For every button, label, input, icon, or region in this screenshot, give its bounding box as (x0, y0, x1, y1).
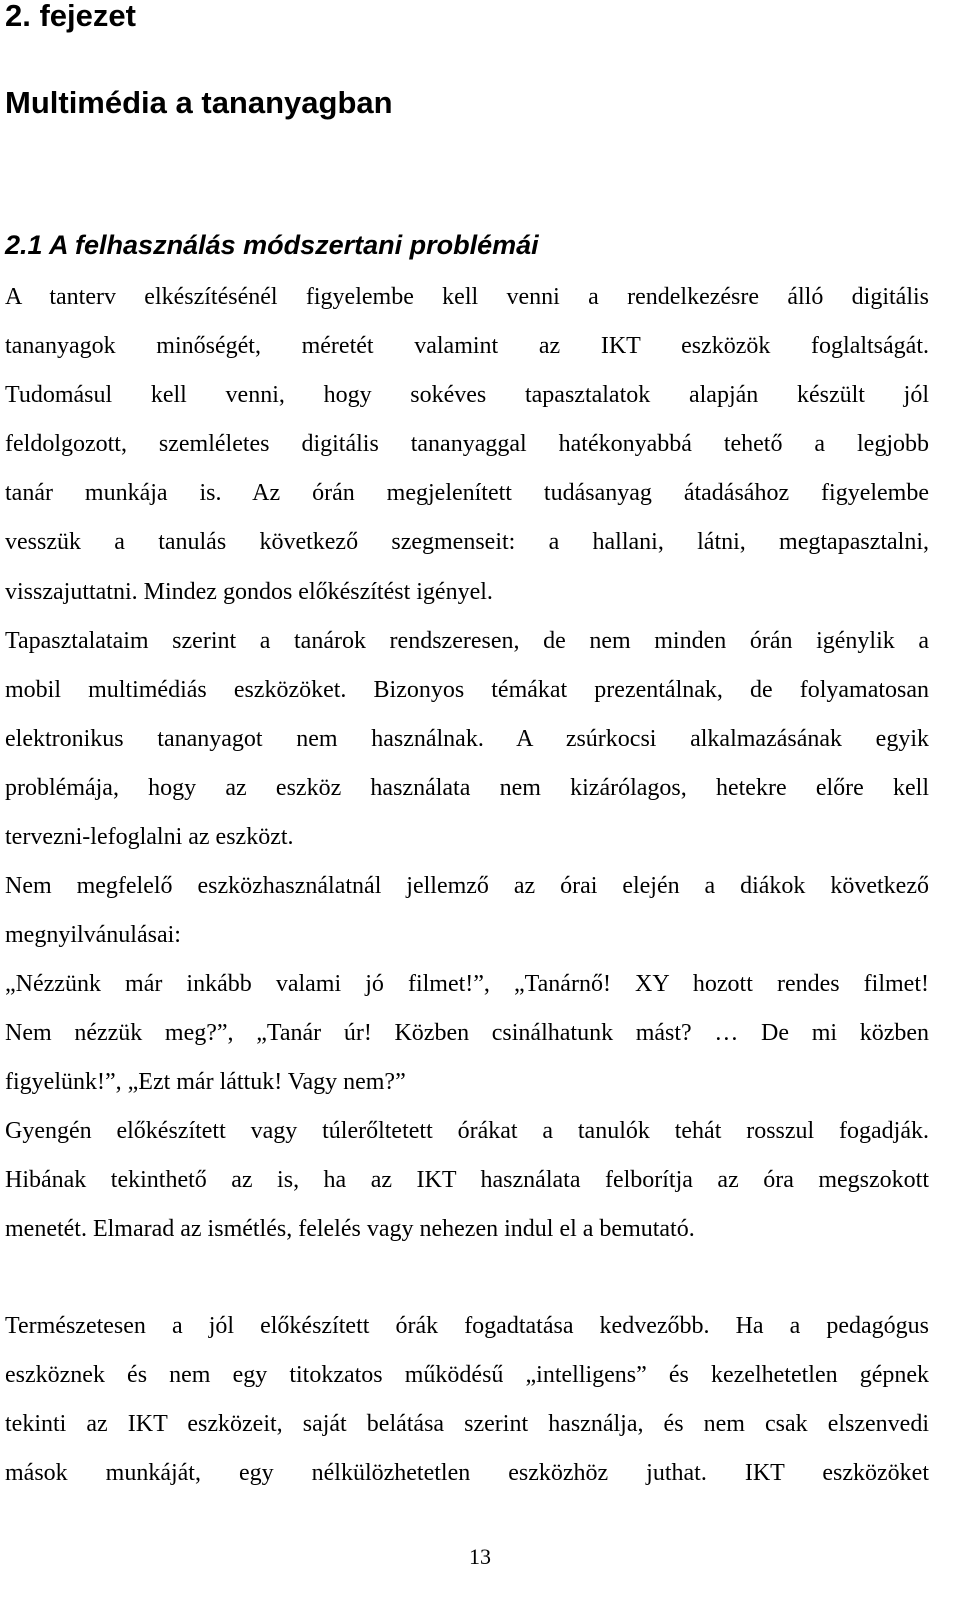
text-line: tananyagok minőségét, méretét valamint az IKT eszközök foglaltságát. (5, 333, 929, 360)
text-line: megnyilvánulásai: (5, 922, 181, 949)
text-line: mások munkáját, egy nélkülözhetetlen eszközhöz juthat. IKT eszközöket (5, 1460, 929, 1487)
text-line: Nem nézzük meg?”, „Tanár úr! Közben csinálhatunk mást? … De mi közben (5, 1020, 929, 1047)
paragraph-eszkozhasznalat (5, 862, 929, 960)
page-number: 13 (469, 1544, 491, 1569)
paragraph-tanterv (5, 273, 929, 617)
section-heading: 2.1 A felhasználás módszertani problémái (5, 230, 539, 260)
chapter-label: 2. fejezet (5, 0, 136, 33)
text-line: A tanterv elkészítésénél figyelembe kell venni a rendelkezésre álló digitális (5, 284, 929, 310)
text-line: Gyengén előkészített vagy túlerőltetett órákat a tanulók tehát rosszul fogadják. (5, 1118, 929, 1144)
chapter-title: Multimédia a tananyagban (5, 85, 393, 120)
text-line: feldolgozott, szemléletes digitális tananyaggal hatékonyabbá tehető a legjobb (5, 431, 929, 458)
text-line: tervezni-lefoglalni az eszközt. (5, 824, 294, 851)
text-line: tekinti az IKT eszközeit, saját belátása szerint használja, és nem csak elszenvedi (5, 1411, 929, 1438)
text-line: visszajuttatni. Mindez gondos előkészítést igényel. (5, 578, 493, 605)
paragraph-termeszetesen (5, 1302, 929, 1498)
paragraph-tapasztalataim (5, 617, 929, 862)
text-line: Hibának tekinthető az is, ha az IKT használata felborítja az óra megszokott (5, 1167, 929, 1194)
text-line: eszköznek és nem egy titokzatos működésű „intelligens” és kezelhetetlen gépnek (5, 1362, 929, 1389)
text-line: Nem megfelelő eszközhasználatnál jellemző az órai elején a diákok következő (5, 873, 929, 899)
text-line: tanár munkája is. Az órán megjelenített tudásanyag átadásához figyelembe (5, 480, 929, 507)
paragraph-gyengen (5, 1107, 929, 1254)
text-line: Tapasztalataim szerint a tanárok rendszeresen, de nem minden órán igénylik a (5, 628, 929, 654)
paragraph-quotes (5, 960, 929, 1107)
text-line: Tudomásul kell venni, hogy sokéves tapasztalatok alapján készült jól (5, 382, 929, 409)
text-line: menetét. Elmarad az ismétlés, felelés vagy nehezen indul el a bemutató. (5, 1216, 695, 1243)
text-line: „Nézzünk már inkább valami jó filmet!”, „Tanárnő! XY hozott rendes filmet! (5, 971, 929, 997)
text-line: Természetesen a jól előkészített órák fogadtatása kedvezőbb. Ha a pedagógus (5, 1313, 929, 1339)
text-line: elektronikus tananyagot nem használnak. A zsúrkocsi alkalmazásának egyik (5, 726, 929, 753)
text-line: mobil multimédiás eszközöket. Bizonyos témákat prezentálnak, de folyamatosan (5, 677, 929, 704)
text-line: problémája, hogy az eszköz használata nem kizárólagos, hetekre előre kell (5, 775, 929, 802)
text-line: figyelünk!”, „Ezt már láttuk! Vagy nem?” (5, 1069, 406, 1096)
text-line: vesszük a tanulás következő szegmenseit: a hallani, látni, megtapasztalni, (5, 529, 929, 556)
